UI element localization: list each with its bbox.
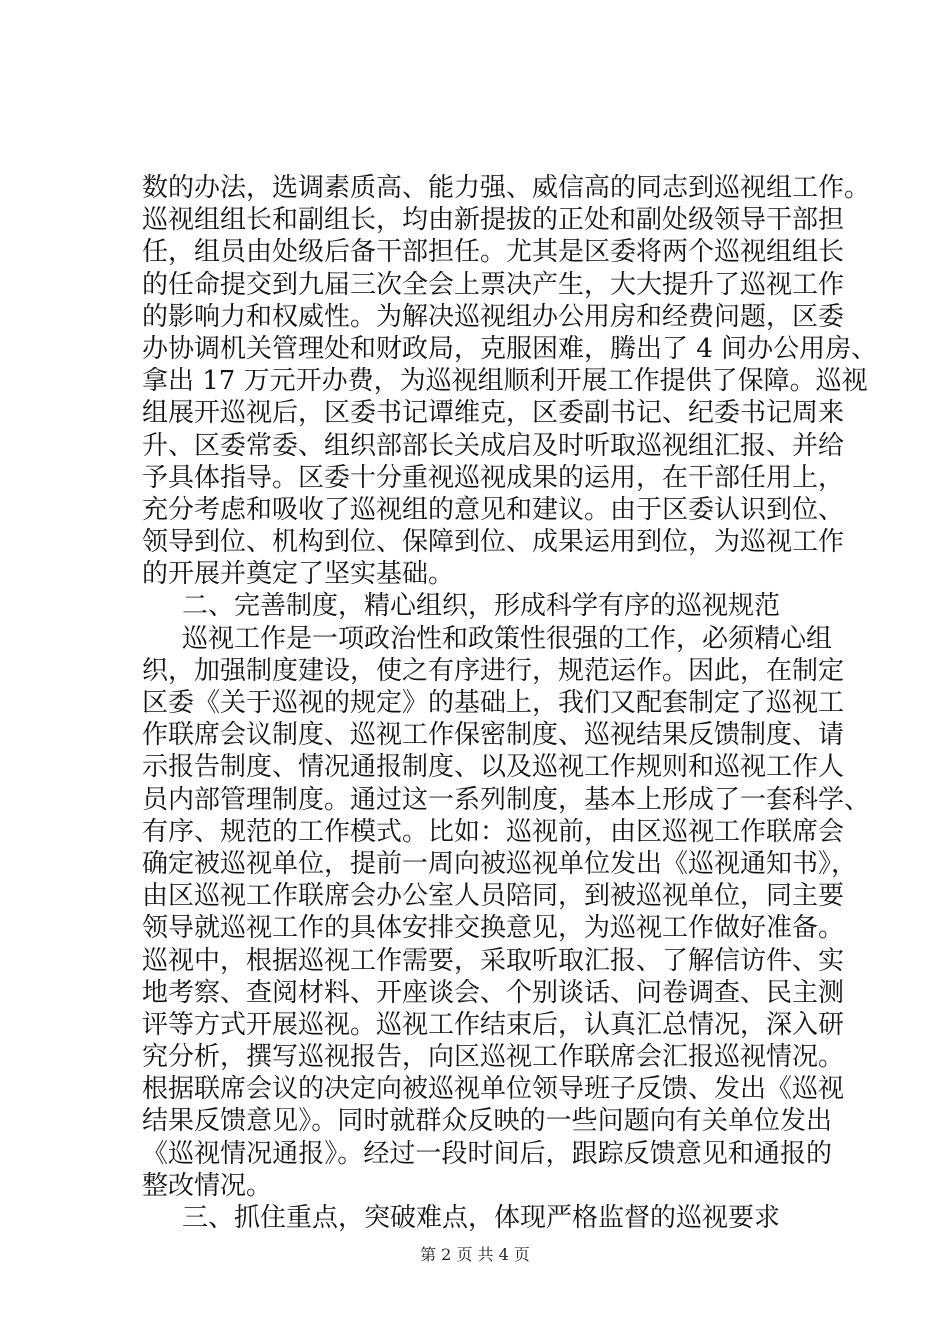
text-line: 的任命提交到九届三次全会上票决产生，大大提升了巡视工作: [142, 269, 845, 300]
text-line: 充分考虑和吸收了巡视组的意见和建议。由于区委认识到位、: [142, 494, 845, 525]
text-line: 织，加强制度建设，使之有序进行，规范运作。因此，在制定: [142, 655, 845, 686]
text-line: 二、完善制度，精心组织，形成科学有序的巡视规范: [182, 591, 781, 622]
text-line: 《巡视情况通报》。经过一段时间后，跟踪反馈意见和通报的: [142, 1138, 832, 1169]
text-line: 领导就巡视工作的具体安排交换意见，为巡视工作做好准备。: [142, 913, 845, 944]
text-line: 巡视中，根据巡视工作需要，采取听取汇报、了解信访件、实: [142, 945, 845, 976]
text-line: 根据联席会议的决定向被巡视单位领导班子反馈、发出《巡视: [142, 1074, 845, 1105]
text-line: 巡视组组长和副组长，均由新提拔的正处和副处级领导干部担: [142, 205, 845, 236]
text-line: 由区巡视工作联席会办公室人员陪同，到被巡视单位，同主要: [142, 881, 845, 912]
text-line: 结果反馈意见》。同时就群众反映的一些问题向有关单位发出: [142, 1106, 832, 1137]
text-line: 员内部管理制度。通过这一系列制度，基本上形成了一套科学、: [142, 784, 871, 815]
text-line: 评等方式开展巡视。巡视工作结束后，认真汇总情况，深入研: [142, 1009, 845, 1040]
text-line: 予具体指导。区委十分重视巡视成果的运用，在干部任用上，: [142, 462, 845, 493]
text-line: 数的办法，选调素质高、能力强、威信高的同志到巡视组工作。: [142, 173, 871, 203]
text-line: 的开展并奠定了坚实基础。: [142, 559, 455, 590]
text-line: 三、抓住重点，突破难点，体现严格监督的巡视要求: [182, 1203, 781, 1233]
text-line: 巡视工作是一项政治性和政策性很强的工作，必须精心组: [182, 623, 833, 654]
text-line: 究分析，撰写巡视报告，向区巡视工作联席会汇报巡视情况。: [142, 1042, 845, 1073]
text-line: 整改情况。: [142, 1170, 273, 1201]
text-line: 有序、规范的工作模式。比如：巡视前，由区巡视工作联席会: [142, 816, 845, 847]
text-line: 作联席会议制度、巡视工作保密制度、巡视结果反馈制度、请: [142, 720, 845, 751]
document-body: [142, 172, 878, 1234]
text-line: 升、区委常委、组织部部长关成启及时听取巡视组汇报、并给: [142, 430, 845, 461]
text-line: 组展开巡视后，区委书记谭维克，区委副书记、纪委书记周来: [142, 398, 845, 429]
text-line: 领导到位、机构到位、保障到位、成果运用到位，为巡视工作: [142, 527, 845, 558]
text-line: 地考察、查阅材料、开座谈会、个别谈话、问卷调查、民主测: [142, 977, 845, 1008]
text-line: 示报告制度、情况通报制度、以及巡视工作规则和巡视工作人: [142, 752, 845, 783]
text-line: 确定被巡视单位，提前一周向被巡视单位发出《巡视通知书》，: [142, 848, 858, 879]
text-line: 办协调机关管理处和财政局，克服困难，腾出了 4 间办公用房、: [142, 333, 878, 364]
text-line: 拿出 17 万元开办费，为巡视组顺利开展工作提供了保障。巡视: [142, 366, 868, 397]
text-line: 的影响力和权威性。为解决巡视组办公用房和经费问题，区委: [142, 301, 845, 332]
page-number-footer: 第 2 页 共 4 页: [420, 1245, 530, 1264]
text-line: 区委《关于巡视的规定》的基础上，我们又配套制定了巡视工: [142, 688, 845, 718]
text-line: 任，组员由处级后备干部担任。尤其是区委将两个巡视组组长: [142, 237, 845, 268]
